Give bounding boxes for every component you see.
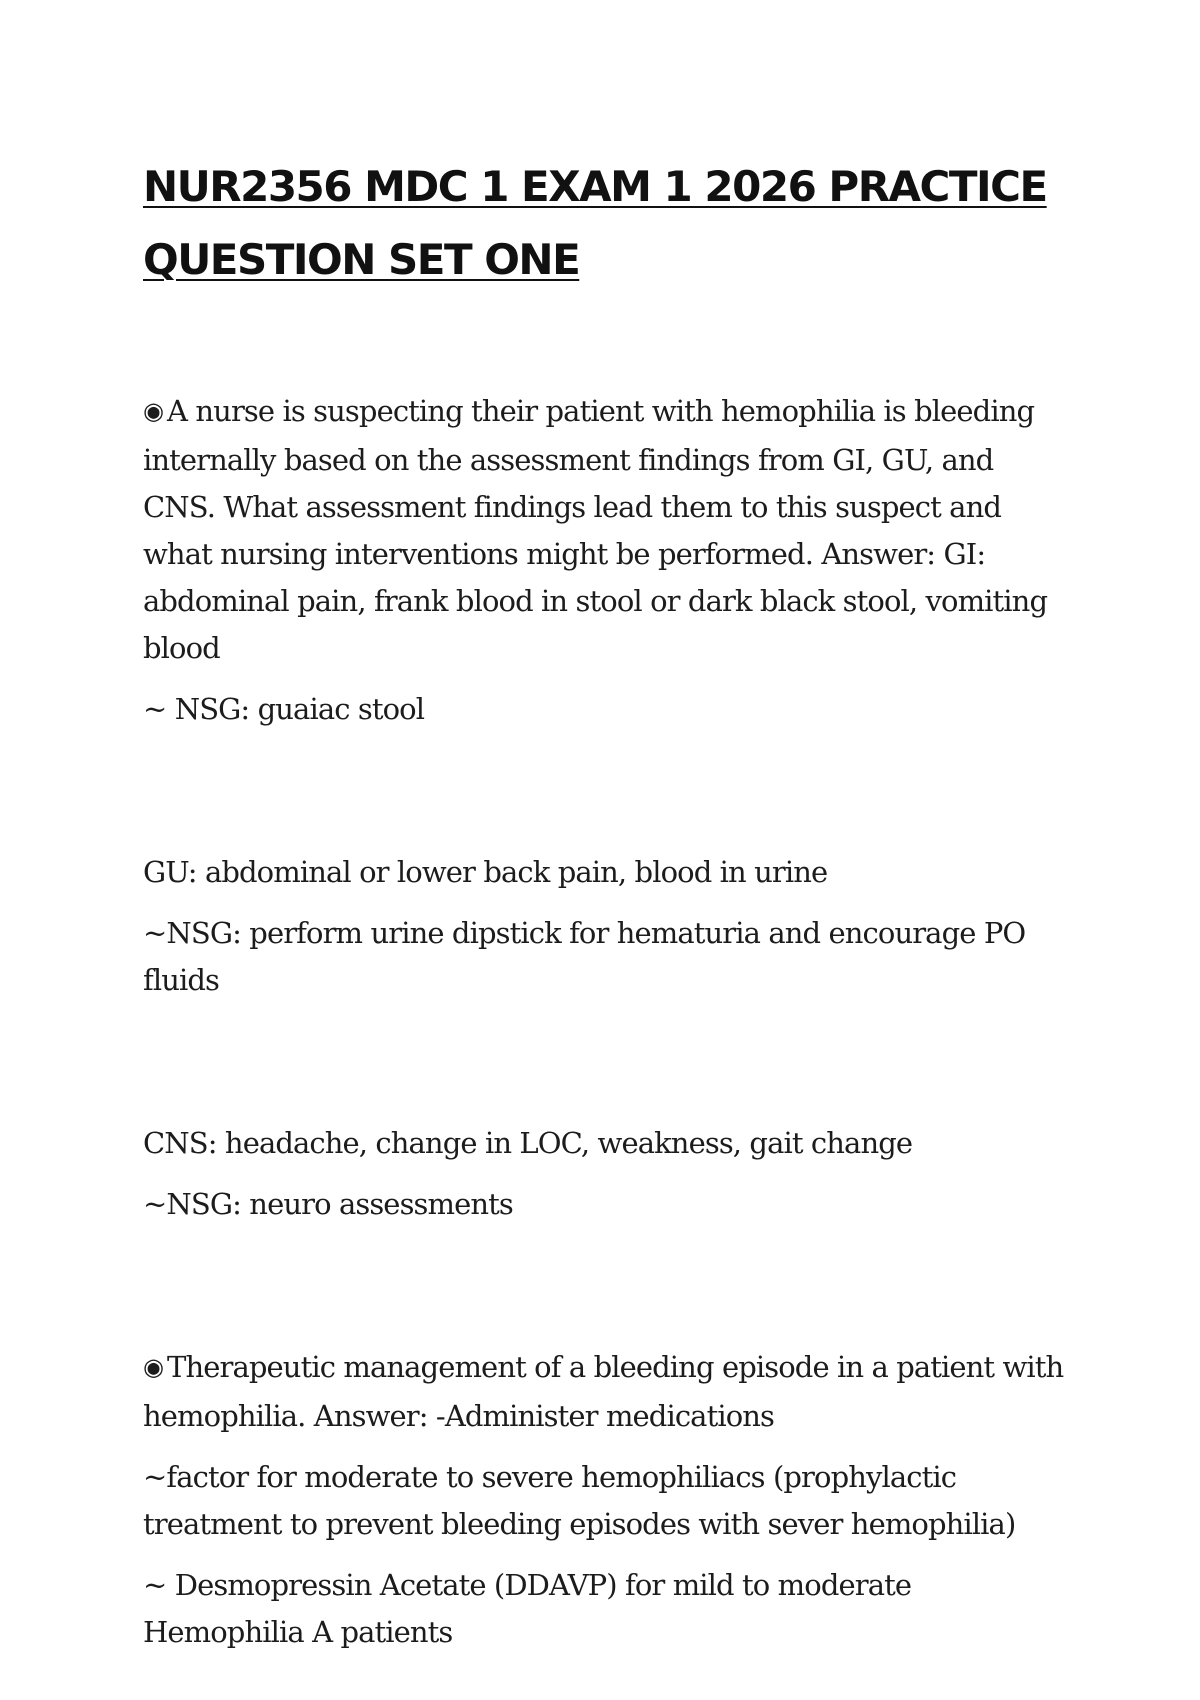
radio-bullet-icon: ◉	[143, 397, 164, 425]
question-1	[143, 388, 1073, 672]
cns-findings: CNS: headache, change in LOC, weakness, gait change	[143, 1126, 913, 1160]
ddavp-medication: ~ Desmopressin Acetate (DDAVP) for mild to moderate Hemophilia A patients	[143, 1568, 912, 1649]
document-title	[143, 150, 1073, 296]
cns-nursing-intervention: ~NSG: neuro assessments	[143, 1187, 513, 1221]
title-line-2: QUESTION SET ONE	[143, 235, 580, 284]
radio-bullet-icon: ◉	[143, 1353, 164, 1381]
question-2-text: Therapeutic management of a bleeding episode in a patient with hemophilia. Answer: -Administer medications	[143, 1350, 1064, 1433]
gu-findings: GU: abdominal or lower back pain, blood in urine	[143, 855, 828, 889]
document-page	[143, 150, 1073, 1656]
question-2	[143, 1344, 1073, 1440]
factor-medication: ~factor for moderate to severe hemophiliacs (prophylactic treatment to prevent bleeding episodes with sever hemophilia)	[143, 1460, 1016, 1541]
title-line-1: NUR2356 MDC 1 EXAM 1 2026 PRACTICE	[143, 162, 1047, 211]
question-1-text: A nurse is suspecting their patient with hemophilia is bleeding internally based on the assessment findings from GI, GU, and CNS. What assessment findings lead them to this suspect and what nursing interventions might be performed. Answer: GI: abdominal pain, frank blood in stool or dark black stool, vomiting blood	[143, 394, 1048, 665]
gu-nursing-intervention: ~NSG: perform urine dipstick for hematuria and encourage PO fluids	[143, 916, 1026, 997]
gi-nursing-intervention: ~ NSG: guaiac stool	[143, 692, 425, 726]
